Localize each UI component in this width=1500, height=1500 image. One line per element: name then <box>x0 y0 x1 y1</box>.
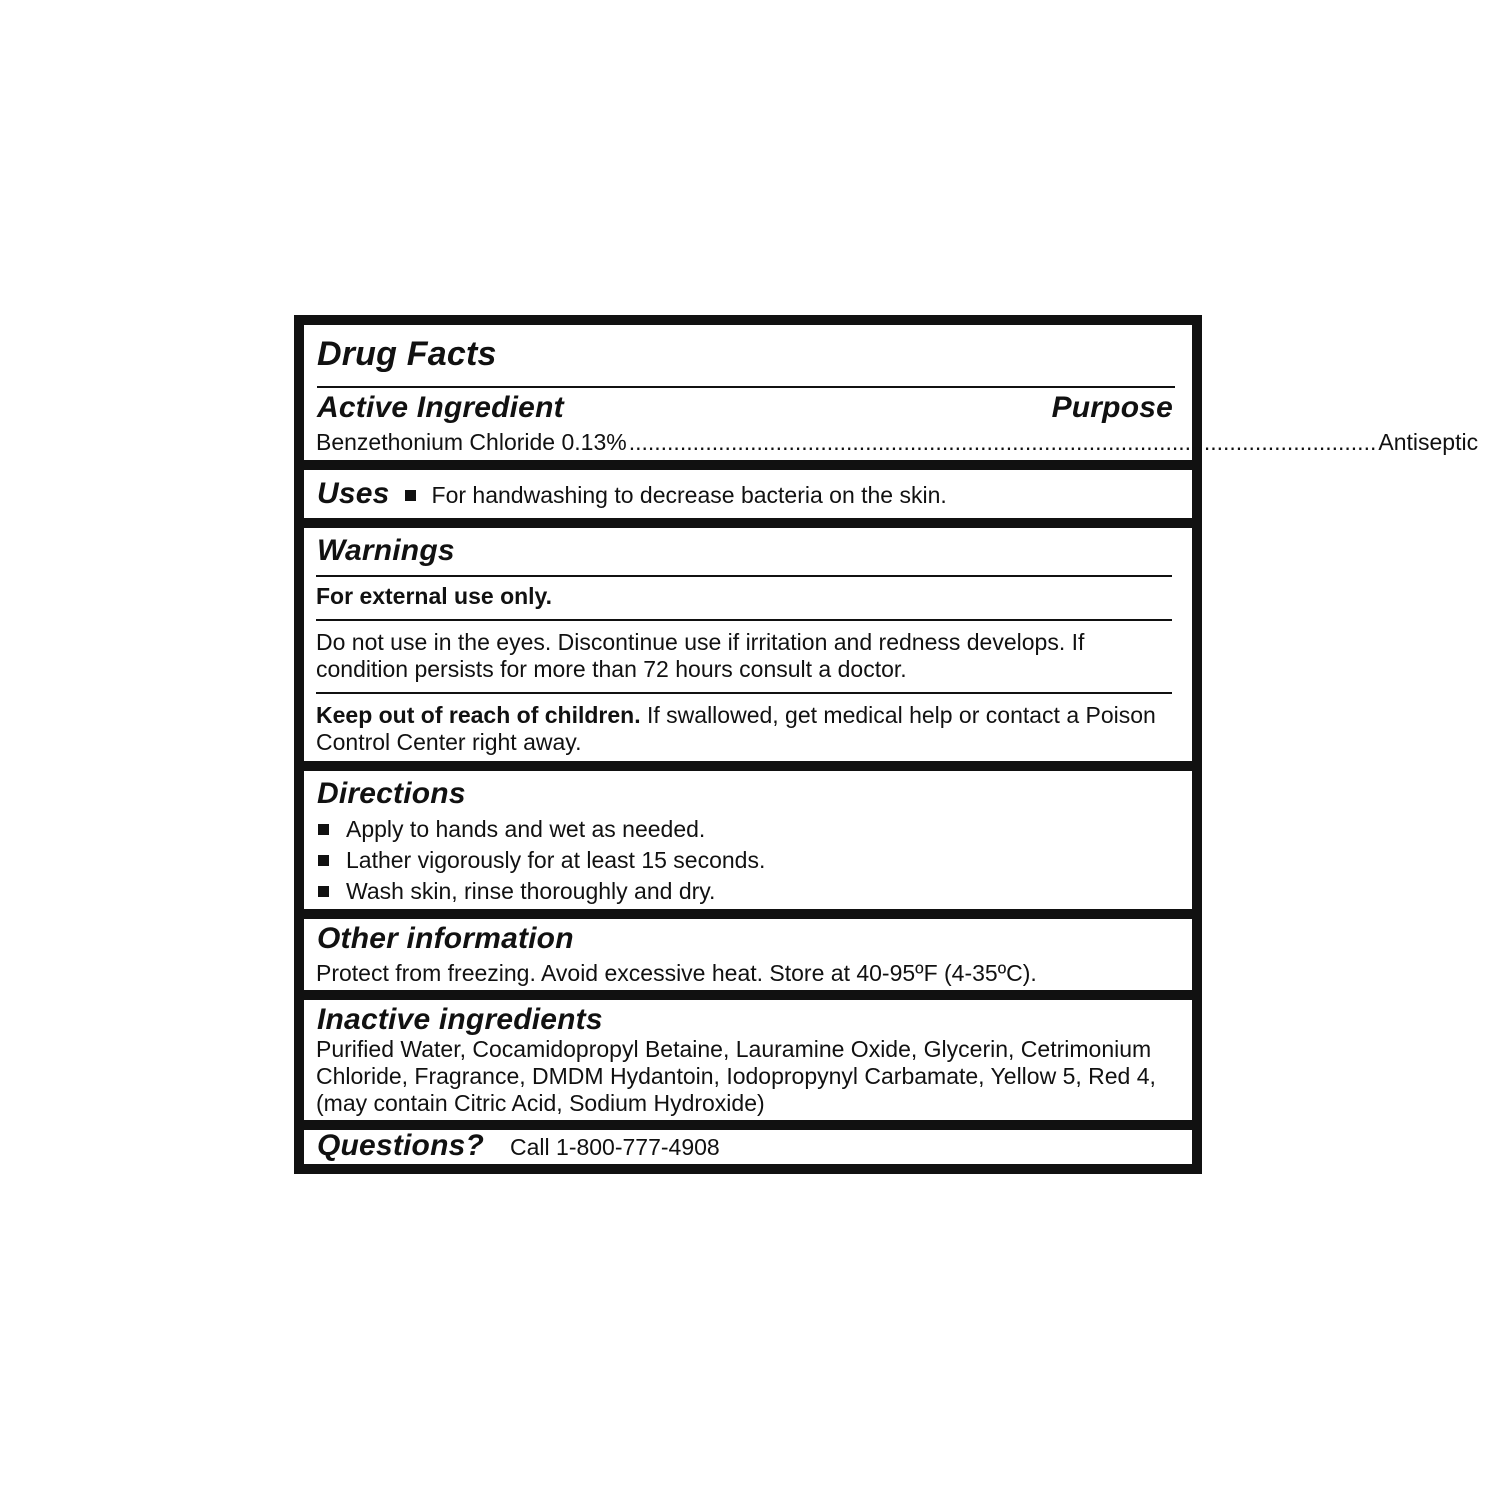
directions-list <box>316 814 765 907</box>
uses-row <box>317 477 947 511</box>
other-info-text: Protect from freezing. Avoid excessive heat. Store at 40-95ºF (4-35ºC). <box>316 960 1037 986</box>
uses-section <box>304 470 1192 518</box>
external-use-text: For external use only. <box>316 583 553 609</box>
active-ingredient-header: Active Ingredient <box>317 391 564 424</box>
bullet-icon <box>318 886 329 897</box>
purpose-header: Purpose <box>1051 391 1173 424</box>
keep-out-bold: Keep out of reach of children. <box>316 702 641 728</box>
inactive-text: Purified Water, Cocamidopropyl Betaine, Lauramine Oxide, Glycerin, Cetrimonium Chloride, Fragrance, DMDM Hydantoin, Iodopropynyl Carbamate, Yellow 5, Red 4, (may contain Citric Acid, Sodium Hydroxide) <box>316 1036 1156 1116</box>
uses-heading: Uses <box>317 477 390 510</box>
warnings-rule <box>316 692 1172 694</box>
inactive-heading: Inactive ingredients <box>317 1003 603 1036</box>
questions-section <box>304 1130 1192 1164</box>
list-item <box>316 814 765 845</box>
bullet-icon <box>405 490 416 501</box>
ingredient-name: Benzethonium Chloride 0.13% <box>316 429 627 455</box>
other-info-section <box>304 919 1192 990</box>
warnings-rule <box>316 575 1172 577</box>
direction-text: Wash skin, rinse thoroughly and dry. <box>346 878 716 904</box>
keep-out-paragraph <box>316 702 1166 756</box>
drug-facts-section <box>304 325 1479 460</box>
title-rule <box>317 386 1175 388</box>
keep-out-rest: If swallowed, get medical help or contact a Poison Control Center right away. <box>316 702 1156 755</box>
section-divider <box>304 990 1192 1000</box>
section-divider <box>304 761 1192 771</box>
section-divider <box>304 460 1192 470</box>
questions-phone: Call 1-800-777-4908 <box>510 1134 720 1160</box>
list-item <box>316 845 765 876</box>
active-ingredient-header-row <box>317 391 1173 425</box>
bullet-icon <box>318 855 329 866</box>
eyes-warning-text: Do not use in the eyes. Discontinue use if irritation and redness develops. If condition persists for more than 72 hours consult a doctor. <box>316 629 1085 682</box>
leader-dots: ..................................................................................................................... <box>628 429 1377 455</box>
questions-heading: Questions? <box>317 1129 485 1162</box>
ingredient-purpose: Antiseptic <box>1378 429 1479 455</box>
other-info-heading: Other information <box>317 922 574 955</box>
directions-section <box>304 771 1192 909</box>
warnings-rule <box>316 619 1172 621</box>
section-divider <box>304 909 1192 919</box>
warnings-section <box>304 528 1192 761</box>
list-item <box>316 876 765 907</box>
questions-row <box>317 1129 720 1163</box>
warnings-heading: Warnings <box>317 534 455 567</box>
inactive-section <box>304 1000 1192 1120</box>
directions-heading: Directions <box>317 777 466 810</box>
bullet-icon <box>318 824 329 835</box>
direction-text: Apply to hands and wet as needed. <box>346 816 706 842</box>
drug-facts-inner <box>304 325 1479 1164</box>
drug-facts-panel <box>294 315 1479 1174</box>
section-divider <box>304 518 1192 528</box>
ingredient-row <box>316 429 1479 456</box>
direction-text: Lather vigorously for at least 15 seconds. <box>346 847 766 873</box>
drug-facts-title: Drug Facts <box>317 335 497 373</box>
uses-text: For handwashing to decrease bacteria on the skin. <box>431 482 947 508</box>
